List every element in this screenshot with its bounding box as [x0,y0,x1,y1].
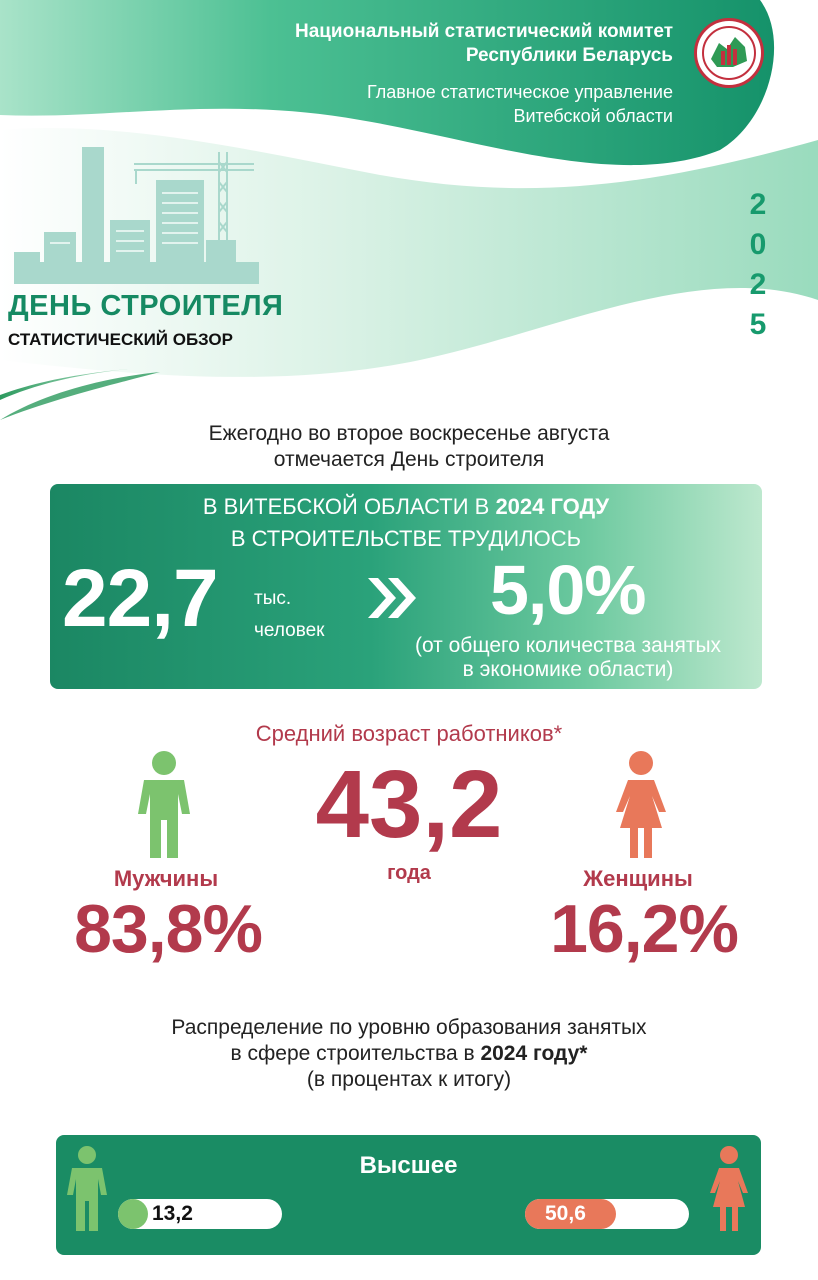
year-digit: 2 [749,268,767,301]
worker-count-unit-1: тыс. [254,588,292,609]
page-title: ДЕНЬ СТРОИТЕЛЯ [8,290,284,322]
distribution-line-1: Распределение по уровню образования занятых [171,1016,647,1039]
header-department [367,80,673,128]
education-men-bar-track [118,1199,282,1229]
employment-share-note-1: (от общего количества занятых [414,634,722,657]
banner-line-1-year: 2024 ГОДУ [495,494,610,519]
banner-line-1 [50,494,762,520]
dept-line-2: Витебской области [513,106,673,126]
page-subtitle: СТАТИСТИЧЕСКИЙ ОБЗОР [8,330,233,349]
org-line-2: Республики Беларусь [465,45,673,66]
banner-line-1-prefix: В ВИТЕБСКОЙ ОБЛАСТИ В [202,494,496,519]
education-men-value: 13,2 [152,1202,193,1225]
distribution-line-2 [0,1041,818,1067]
header-organization [295,20,673,68]
distribution-line-2-prefix: в сфере строительства в [230,1042,481,1065]
employment-share-note-2: в экономике области) [462,658,674,681]
worker-count-value: 22,7 [62,553,218,644]
education-men-bar-fill [118,1199,148,1229]
women-label: Женщины [583,866,693,891]
org-line-1: Национальный статистический комитет [294,21,673,42]
dept-line-1: Главное статистическое управление [367,82,673,102]
year-digit: 2 [749,188,767,221]
men-percentage: 83,8% [74,891,262,967]
woman-icon [705,1145,753,1233]
intro-line-1: Ежегодно во второе воскресенье августа [208,422,610,445]
education-category-title: Высшее [359,1152,458,1179]
average-age-value: 43,2 [315,751,503,858]
distribution-line-2-footnote: * [579,1042,588,1065]
women-percentage: 16,2% [550,891,738,967]
average-age-label: Средний возраст работников* [255,721,563,746]
double-arrow-icon [362,568,422,628]
worker-count-unit-2: человек [254,620,325,641]
intro-line-2: отмечается День строителя [273,448,545,471]
banner-line-2: В СТРОИТЕЛЬСТВЕ ТРУДИЛОСЬ [230,526,582,551]
belstat-logo [694,18,764,88]
man-icon [134,750,194,860]
employment-share-value: 5,0% [490,551,646,629]
distribution-line-2-year: 2024 году [480,1042,580,1065]
woman-icon [610,750,672,860]
year-digit: 0 [749,228,767,261]
man-icon [64,1145,110,1233]
education-women-value: 50,6 [545,1202,586,1225]
men-label: Мужчины [113,866,219,891]
average-age-unit: года [387,862,431,884]
city-skyline-illustration [14,142,259,284]
distribution-line-3: (в процентах к итогу) [306,1068,512,1091]
year-digit: 5 [749,308,767,341]
